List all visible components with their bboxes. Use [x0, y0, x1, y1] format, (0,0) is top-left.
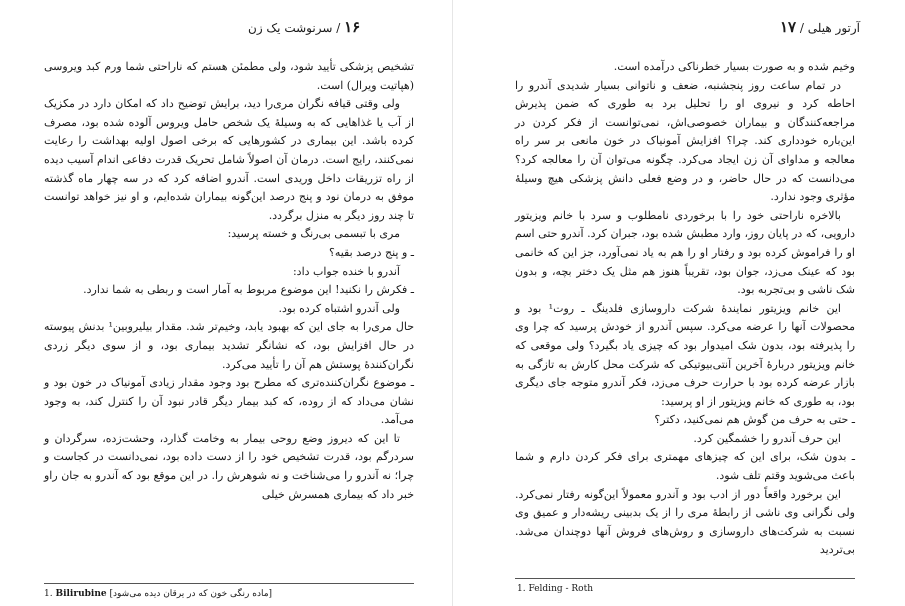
paragraph: حال مری‌را به جای این که بهبود یابد، وخیم‌تر شد. مقدار بیلیروبین¹ بدنش پیوسته در حال افزایش بود، که نشانگر تشدید بیماری بود، و از سوی دیگر زردی نگران‌کنندهٔ پوستش هم آن را تأیید می‌کرد. [44, 320, 415, 371]
dialogue-line: ـ فکرش را نکنید! این موضوع مربوط به آمار است و ربطی به شما ندارد. [83, 283, 414, 297]
dialogue-line: ـ و پنج درصد بقیه؟ [328, 245, 414, 259]
footnote [44, 589, 272, 599]
paragraph: تا این که دیروز وضع روحی بیمار به وخامت گذارد، وحشت‌زده، سرگردان و سردرگم بود، قدرت تشخیص خود را از دست داده بود، نمی‌دانست در کجاست و چرا؛ نه آندرو را می‌شناخت و نه شوهرش را. در این موقع بود که آندرو به جان راو خبر داد که بیماری همسرش خیلی [44, 431, 414, 501]
right-page [453, 0, 905, 606]
footnote-number: 1. [44, 589, 53, 599]
footnote-rule [515, 578, 855, 579]
footnote-term: Felding - Roth [528, 584, 593, 594]
footnote-number: 1. [517, 584, 526, 594]
footnote-description: [ماده رنگی خون که در یرقان دیده می‌شود] [109, 589, 273, 599]
paragraph: تشخیص پزشکی تأیید شود، ولی مطمئن هستم که ناراحتی شما ورم کبد ویروسی (هپاتیت ویرال) است. [44, 60, 414, 92]
paragraph: این حرف آندرو را خشمگین کرد. [693, 431, 841, 445]
page-number: ۱۷ [779, 18, 797, 36]
author-name: آرتور هیلی [807, 21, 860, 35]
footnote [517, 584, 593, 594]
footnote-term: Bilirubine [55, 589, 107, 599]
left-page [0, 0, 452, 606]
page-body [515, 58, 855, 560]
dialogue-line: ـ بدون شک، برای این که چیزهای مهمتری برای فکر کردن دارم و شما باعث می‌شوید وقتم تلف شود. [515, 450, 855, 483]
paragraph: بالاخره ناراحتی خود را با برخوردی نامطلوب و سرد با خانم ویزیتور دارویی، که در پایان روز، وارد مطبش شده بود، جبران کرد. آندرو حتی اسم او را فراموش کرده بود و رفتار او را هم به یاد نمی‌آورد، جز این که خانمی بود که عینک می‌زد، جوان بود، تقریباً هنوز هم مثل یک دختر بچه، و بدون شک ناشی و بی‌تجربه بود. [515, 208, 855, 297]
paragraph: این خانم ویزیتور نمایندهٔ شرکت داروسازی فلدینگ ـ روت¹ بود و محصولات آنها را عرضه می‌کرد. سپس آندرو از خودش پرسید که چرا وی را پذیرفته بود، بدون شک امیدوار بود که چیزی یاد بگیرد؟ ولی موقعی که خانم ویزیتور دربارهٔ آخرین آنتی‌بیوتیکی که شرکت محل کارش به تازگی به بازار عرضه کرده بود با حرارت حرف می‌زد، فکر آندرو متوجه جای دیگری بود، به طوری که خانم ویزیتور از او پرسید: [515, 301, 855, 408]
paragraph: ـ موضوع نگران‌کننده‌تری که مطرح بود وجود مقدار زیادی آمونیاک در خون بود و نشان می‌داد که از روده، که کبد بیمار دیگر قادر نبود آن را کنترل کند، به وجود می‌آمد. [44, 376, 414, 427]
page-header [780, 18, 860, 36]
header-separator: / [336, 21, 341, 35]
paragraph: آندرو با خنده جواب داد: [292, 264, 400, 278]
paragraph: ولی آندرو اشتباه کرده بود. [278, 301, 400, 315]
paragraph: وخیم شده و به صورت بسیار خطرناکی درآمده است. [613, 60, 855, 73]
paragraph: مری با تبسمی بی‌رنگ و خسته پرسید: [227, 227, 400, 241]
header-separator: / [799, 21, 804, 35]
book-title: سرنوشت یک زن [248, 21, 333, 35]
page-number: ۱۶ [344, 18, 361, 36]
paragraph: ولی وقتی قیافه نگران مری‌را دید، برایش توضیح داد که امکان دارد در مکزیک از آب یا غذاهایی که به وسیلهٔ یک شخص حامل ویروس آلوده شده بود، مصرف کرده باشد. این بیماری در کشورهایی که برخی اصول اولیه بهداشت را رعایت نمی‌کنند، رایج است. درمان آن اصولاً شامل تحریک قدرت دفاعی اندام آسیب دیده از راه تزریقات داخل وریدی است. آندرو اضافه کرد که در سه چهار ماه گذشته موفق به درمان نود و پنج درصد این‌گونه بیماران شده‌ایم، و او نیز خواهد توانست تا چند روز دیگر به منزل برگردد. [44, 97, 414, 222]
page-header [248, 18, 360, 36]
paragraph: این برخورد واقعاً دور از ادب بود و آندرو معمولاً این‌گونه رفتار نمی‌کرد. ولی نگرانی وی ناشی از رابطهٔ مری را از یک بدبینی ریشه‌دار و عمیق وی نسبت به شرکت‌های داروسازی و روش‌های فروش آنها دوچندان می‌شد. بی‌تردید [515, 487, 855, 557]
page-body [44, 58, 414, 504]
footnote-rule [44, 583, 414, 584]
dialogue-line: ـ حتی به حرف من گوش هم نمی‌کنید، دکتر؟ [654, 413, 855, 427]
paragraph: در تمام ساعت روز پنجشنبه، ضعف و ناتوانی بسیار شدیدی آندرو را احاطه کرد و نیروی او را تحلیل برد به طوری که ضمن پذیرش مراجعه‌کنندگان و بیماران خصوصی‌اش، نمی‌توانست از فکر کردن در این‌باره خودداری کند. چرا؟ افزایش آمونیاک در خون مانعی بر سر راه معالجه و مداوای آن زن ایجاد می‌کرد. چگونه می‌توان آن را معالجه کرد؟ می‌دانست که در حال حاضر، و در وضع فعلی دانش پزشکی هیچ وسیلهٔ مؤثری وجود ندارد. [515, 78, 855, 204]
